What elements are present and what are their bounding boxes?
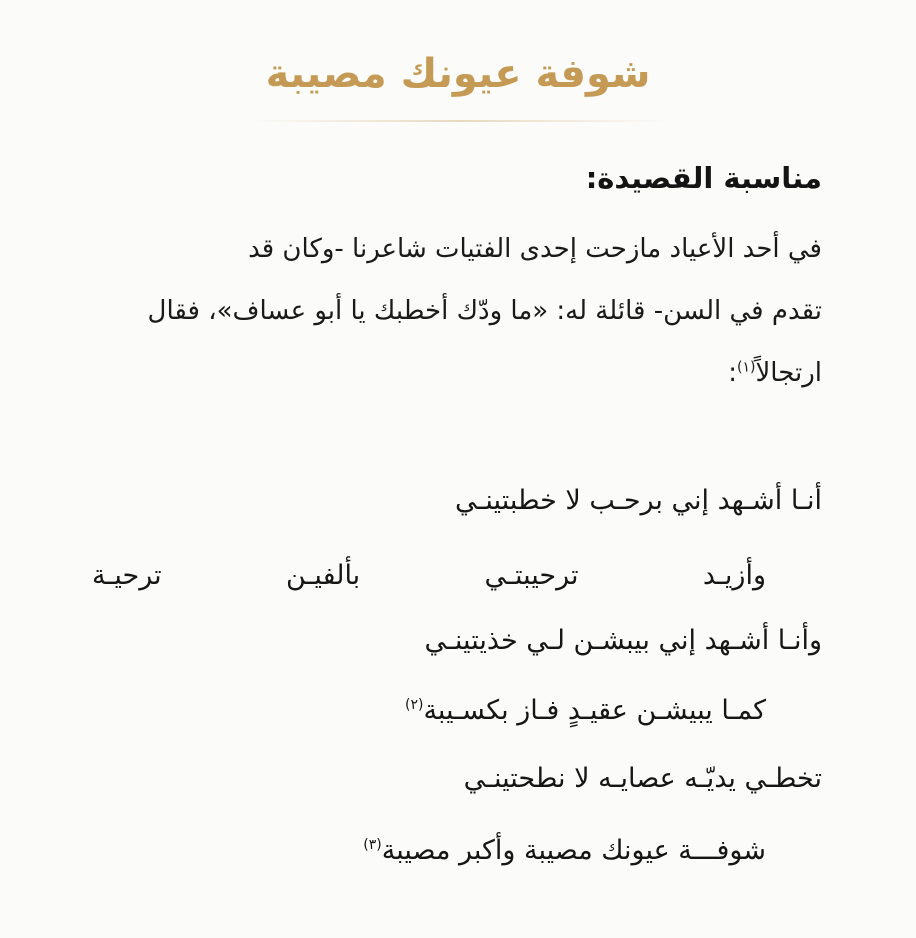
verse-text: تخطـي يديّـه عصايـه لا نطحتينـي bbox=[463, 763, 822, 794]
title-divider bbox=[250, 120, 670, 122]
verse-line bbox=[464, 760, 822, 798]
verse-line bbox=[455, 482, 822, 520]
footnote-marker: (٣) bbox=[363, 837, 382, 853]
paragraph-line-3-text: ارتجالاً bbox=[755, 358, 822, 388]
section-heading: مناسبة القصيدة: bbox=[585, 161, 822, 195]
verse-line bbox=[92, 557, 766, 595]
poem-title: شوفة عيونك مصيبة bbox=[265, 51, 651, 97]
verse-text: أنـا أشـهد إني برحـب لا خطبتينـي bbox=[454, 485, 822, 516]
verse-line bbox=[405, 692, 766, 730]
paragraph-line-3-end: : bbox=[728, 358, 737, 388]
verse-line bbox=[424, 622, 822, 660]
verse-text: وأزيـد ترحيبتـي بألفيـن ترحيـة bbox=[92, 560, 766, 591]
paragraph-line-2: تقدم في السن- قائلة له: «ما ودّك أخطبك يا أبو عساف»، فقال bbox=[147, 296, 822, 326]
verse-text: كمـا يبيشـن عقيـدٍ فـاز بكسـيبة bbox=[423, 695, 766, 726]
verse-text: وأنـا أشـهد إني بيبشـن لـي خذيتينـي bbox=[424, 625, 822, 656]
paragraph-line-1: في أحد الأعياد مازحت إحدى الفتيات شاعرنا -وكان قد bbox=[248, 234, 822, 264]
verse-text: شوفـــة عيونك مصيبة وأكبر مصيبة bbox=[381, 835, 766, 866]
footnote-marker: (٢) bbox=[404, 697, 424, 713]
verse-line bbox=[363, 832, 766, 870]
paragraph-line-3 bbox=[104, 342, 822, 404]
footnote-marker: (١) bbox=[736, 359, 756, 376]
occasion-paragraph bbox=[104, 218, 822, 404]
